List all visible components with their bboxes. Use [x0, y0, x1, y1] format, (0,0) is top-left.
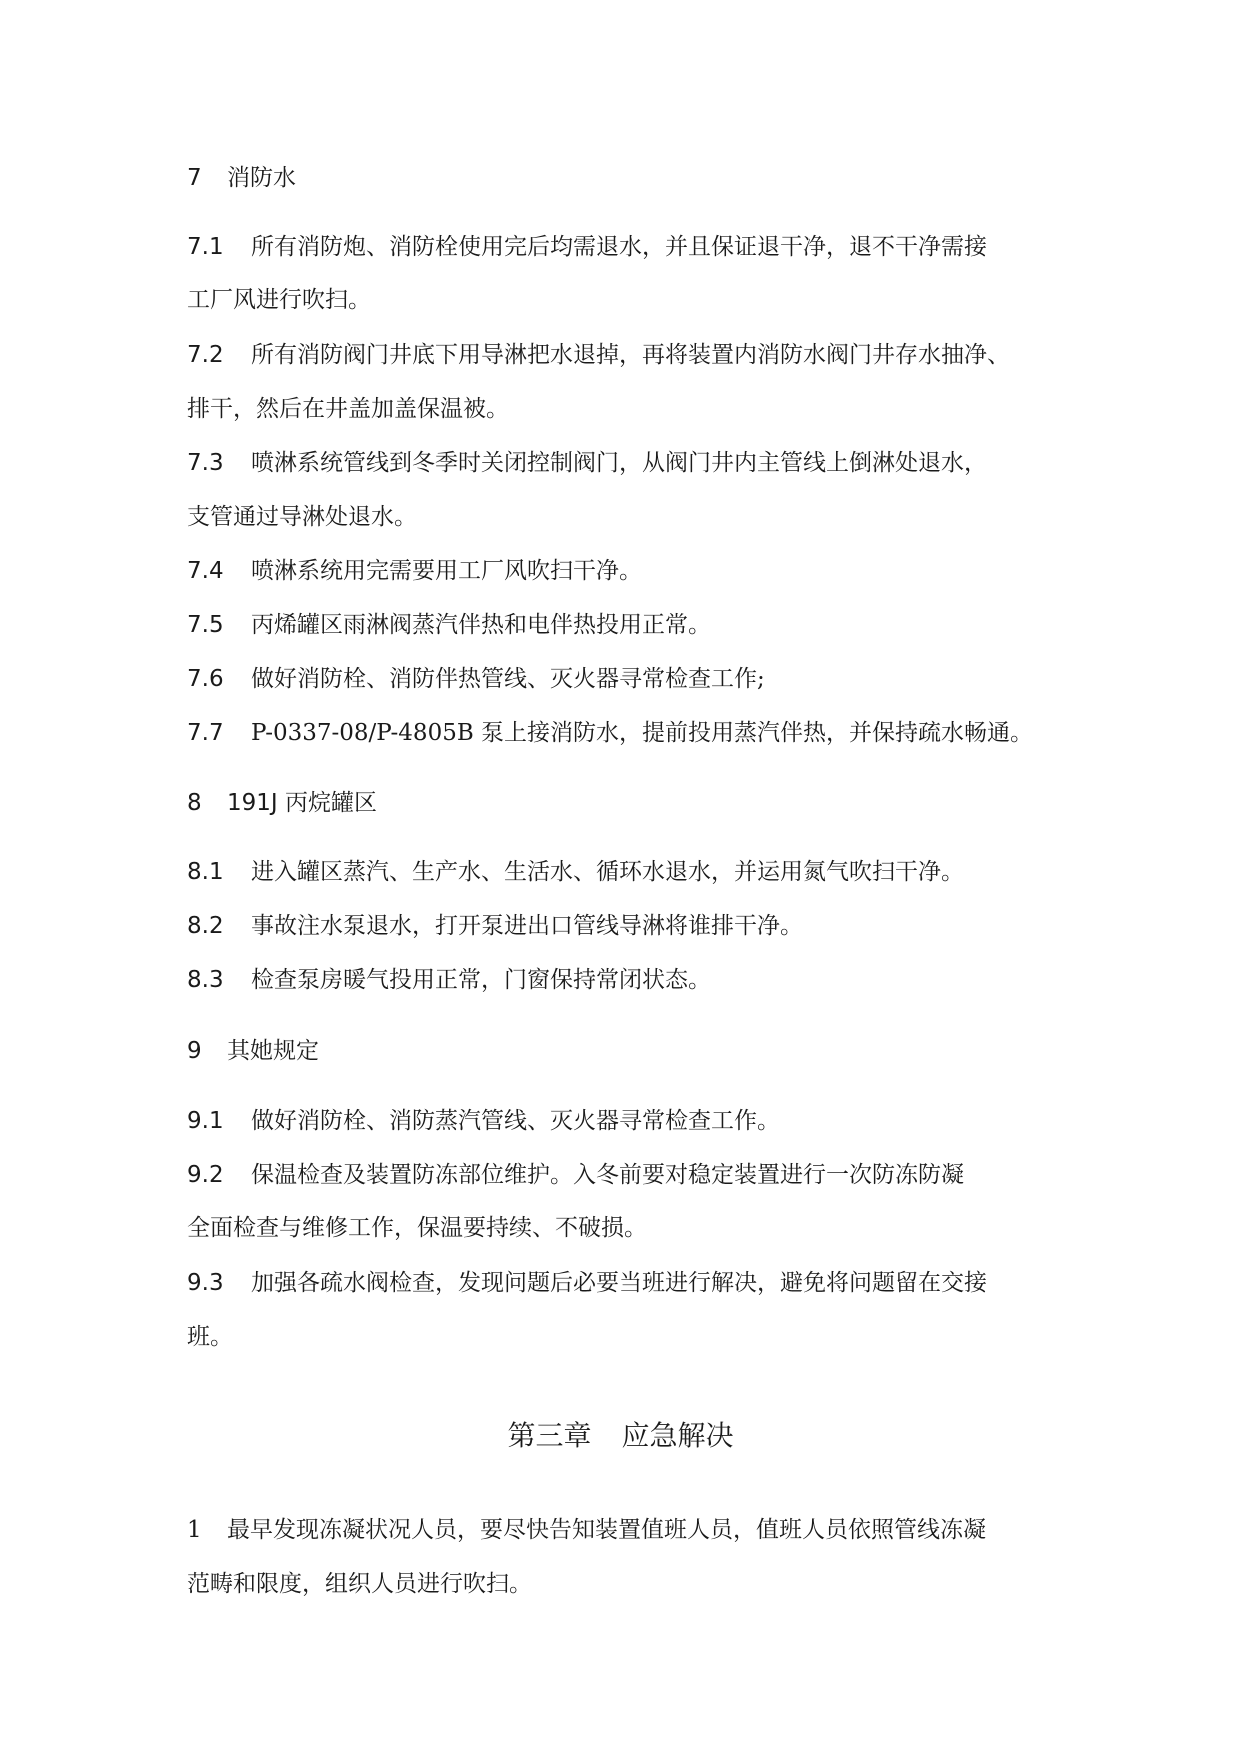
paragraph-8-2: 8.2 事故注水泵退水，打开泵进出口管线导淋将谁排干净。: [187, 913, 803, 939]
paragraph-7-2-cont: 排干，然后在井盖加盖保温被。: [187, 396, 509, 422]
paragraph-7-5: 7.5 丙烯罐区雨淋阀蒸汽伴热和电伴热投用正常。: [187, 612, 711, 638]
paragraph-9-1: 9.1 做好消防栓、消防蒸汽管线、灭火器寻常检查工作。: [187, 1108, 780, 1134]
paragraph-9-3: 9.3 加强各疏水阀检查，发现问题后必要当班进行解决，避免将问题留在交接: [187, 1270, 987, 1296]
section-heading-8: 8 191J 丙烷罐区: [187, 790, 377, 816]
paragraph-7-6: 7.6 做好消防栓、消防伴热管线、灭火器寻常检查工作;: [187, 666, 765, 692]
paragraph-8-1: 8.1 进入罐区蒸汽、生产水、生活水、循环水退水，并运用氮气吹扫干净。: [187, 859, 964, 885]
paragraph-9-2-cont: 全面检查与维修工作，保温要持续、不破损。: [187, 1215, 647, 1241]
paragraph-8-3: 8.3 检查泵房暖气投用正常，门窗保持常闭状态。: [187, 967, 711, 993]
paragraph-7-7: 7.7 P-0337-08/P-4805B 泵上接消防水，提前投用蒸汽伴热，并保持疏水畅通。: [187, 720, 1034, 746]
paragraph-7-3-cont: 支管通过导淋处退水。: [187, 504, 417, 530]
section-heading-9: 9 其她规定: [187, 1038, 319, 1064]
paragraph-9-3-cont: 班。: [187, 1324, 233, 1350]
chapter-paragraph-1: 1 最早发现冻凝状况人员，要尽快告知装置值班人员，值班人员依照管线冻凝: [187, 1517, 986, 1543]
chapter-paragraph-1-cont: 范畴和限度，组织人员进行吹扫。: [187, 1571, 532, 1597]
paragraph-7-1-cont: 工厂风进行吹扫。: [187, 287, 371, 313]
paragraph-7-4: 7.4 喷淋系统用完需要用工厂风吹扫干净。: [187, 558, 642, 584]
chapter-title: 第三章 应急解决: [507, 1419, 734, 1452]
section-heading-7: 7 消防水: [187, 165, 296, 191]
paragraph-7-1: 7.1 所有消防炮、消防栓使用完后均需退水，并且保证退干净，退不干净需接: [187, 234, 987, 260]
paragraph-7-3: 7.3 喷淋系统管线到冬季时关闭控制阀门，从阀门井内主管线上倒淋处退水，: [187, 450, 987, 476]
paragraph-9-2: 9.2 保温检查及装置防冻部位维护。入冬前要对稳定装置进行一次防冻防凝: [187, 1162, 964, 1188]
paragraph-7-2: 7.2 所有消防阀门井底下用导淋把水退掉，再将装置内消防水阀门井存水抽净、: [187, 342, 1010, 368]
